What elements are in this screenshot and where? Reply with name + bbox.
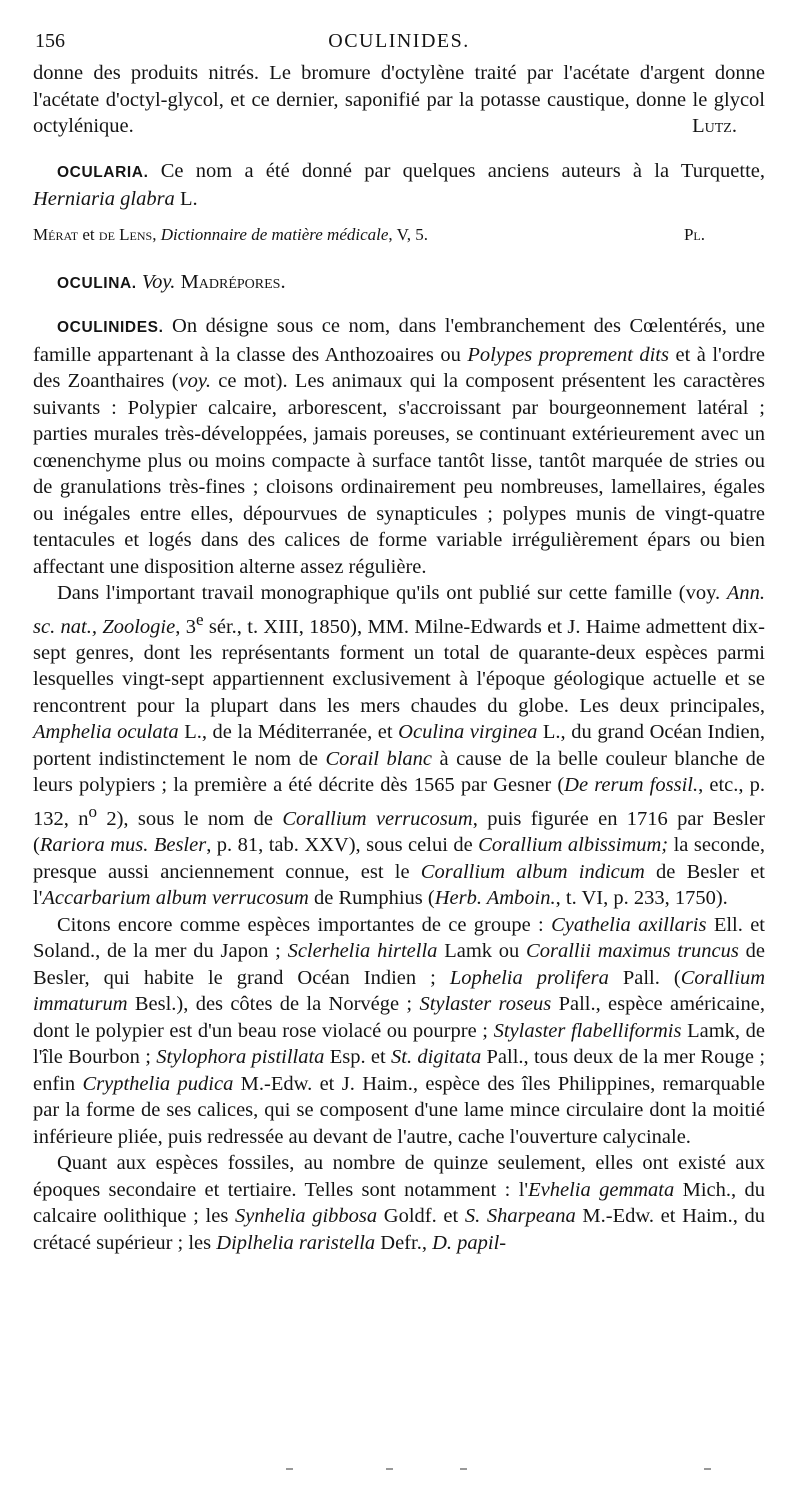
footer-mark	[386, 1468, 393, 1470]
footer-marks	[0, 1468, 800, 1478]
footer-mark	[704, 1468, 711, 1470]
document-page	[33, 24, 765, 1256]
page-number: 156	[35, 30, 65, 52]
footer-mark	[286, 1468, 293, 1470]
signature-pl: Pl.	[683, 224, 705, 244]
paragraph-citons: Citons encore comme espèces importantes de ce groupe : Cyathelia axillaris Ell. et Soland., de la mer du Japon ; Sclerhelia hirtella Lamk ou Corallii maximus truncus de Besler, qui habite le grand Océan Indien ; Lophelia prolifera Pall. (Corallium immaturum Besl.), des côtes de la Norvége ; Stylaster roseus Pall., espèce américaine, dont le polypier est d'un beau rose violacé ou pourpre ; Stylaster flabelliformis Lamk, de l'île Bourbon ; Stylophora pistillata Esp. et St. digitata Pall., tous deux de la mer Rouge ; enfin Crypthelia pudica M.-Edw. et J. Haim., espèce des îles Philippines, remarquable par la forme de ses calices, qui se composent d'une lame mince circulaire dont la moitié inférieure pliée, puis redressée au devant de l'autre, cache l'ouverture calycinale.	[33, 913, 766, 1148]
signature-lutz: Lutz.	[692, 115, 737, 137]
headword-oculina: OCULINA.	[57, 274, 137, 292]
paragraph-dans: Dans l'important travail monographique qu'ils ont publié sur cette famille (voy. Ann. sc. nat., Zoologie, 3e sér., t. XIII, 1850), MM. Milne-Edwards et J. Haime admettent dix-sept genres, dont les représentants forment un total de quarante-deux espèces parmi lesquelles vingt-sept appartiennent exclusivement à l'époque géologique actuelle et se rencontrent pour la plupart dans les mers chaudes du globe. Les deux principales, Amphelia oculata L., de la Méditerranée, et Oculina virginea L., du grand Océan Indien, portent indistinctement le nom de Corail blanc à cause de la belle couleur blanche de leurs polypiers ; la première a été décrite dès 1565 par Gesner (De rerum fossil., etc., p. 132, $n^o$ 2), sous le nom de Corallium verrucosum, puis figurée en 1716 par Besler (Rariora mus. Besler, p. 81, tab. XXV), sous celui de Corallium albissimum; la seconde, presque aussi anciennement connue, est le Corallium album indicum de Besler et l'Accarbarium album verrucosum de Rumphius (Herb. Amboin., t. VI, p. 233, 1750).	[33, 582, 766, 910]
footer-mark	[460, 1468, 467, 1470]
paragraph-quant: Quant aux espèces fossiles, au nombre de quinze seulement, elles ont existé aux époques secondaire et tertiaire. Telles sont notamment : l'Evhelia gemmata Mich., du calcaire oolithique ; les Synhelia gibbosa Goldf. et S. Sharpeana M.-Edw. et Haim., du crétacé supérieur ; les Diplhelia raristella Defr., D. papil-	[33, 1152, 766, 1254]
paragraph-lutz: donne des produits nitrés. Le bromure d'octylène traité par l'acétate d'argent donne l'acétate d'octyl-glycol, et ce dernier, saponifié par la potasse caustique, donne le glycol octylénique. Lutz.	[33, 60, 765, 140]
reference-merat: Pl. Mérat et de Lens, Dictionnaire de matière médicale, V, 5.	[33, 223, 765, 247]
headword-oculinides: OCULINIDES.	[57, 319, 164, 336]
entry-oculina: OCULINA. Voy. Madrépores.	[57, 270, 286, 293]
headword-ocularia: OCULARIA.	[57, 163, 149, 181]
page-header	[33, 24, 765, 54]
entry-oculinides: OCULINIDES. On désigne sous ce nom, dans l'embranchement des Cœlentérés, une famille appartenant à la classe des Anthozoaires ou Polypes proprement dits et à l'ordre des Zoanthaires (voy. ce mot). Les animaux qui la composent présentent les caractères suivants : Polypier calcaire, arborescent, s'accroissant par bourgeonnement latéral ; parties murales très-développées, jamais poreuses, se continuant extérieurement avec un cœnenchyme plus ou moins compacte à surface tantôt lisse, tantôt marquée de stries ou de granulations très-fines ; cloisons ordinairement peu nombreuses, lamellaires, égales ou inégales entre elles, dépourvues de synapticules ; polypes munis de vingt-quatre tentacules et logés dans des calices de forme variable irrégulièrement épars ou bien affectant une disposition alterne assez régulière.	[33, 315, 765, 578]
entry-ocularia: OCULARIA. Ce nom a été donné par quelques anciens auteurs à la Turquette, Herniaria glabra L.	[33, 159, 765, 210]
running-title: OCULINIDES.	[328, 30, 470, 52]
